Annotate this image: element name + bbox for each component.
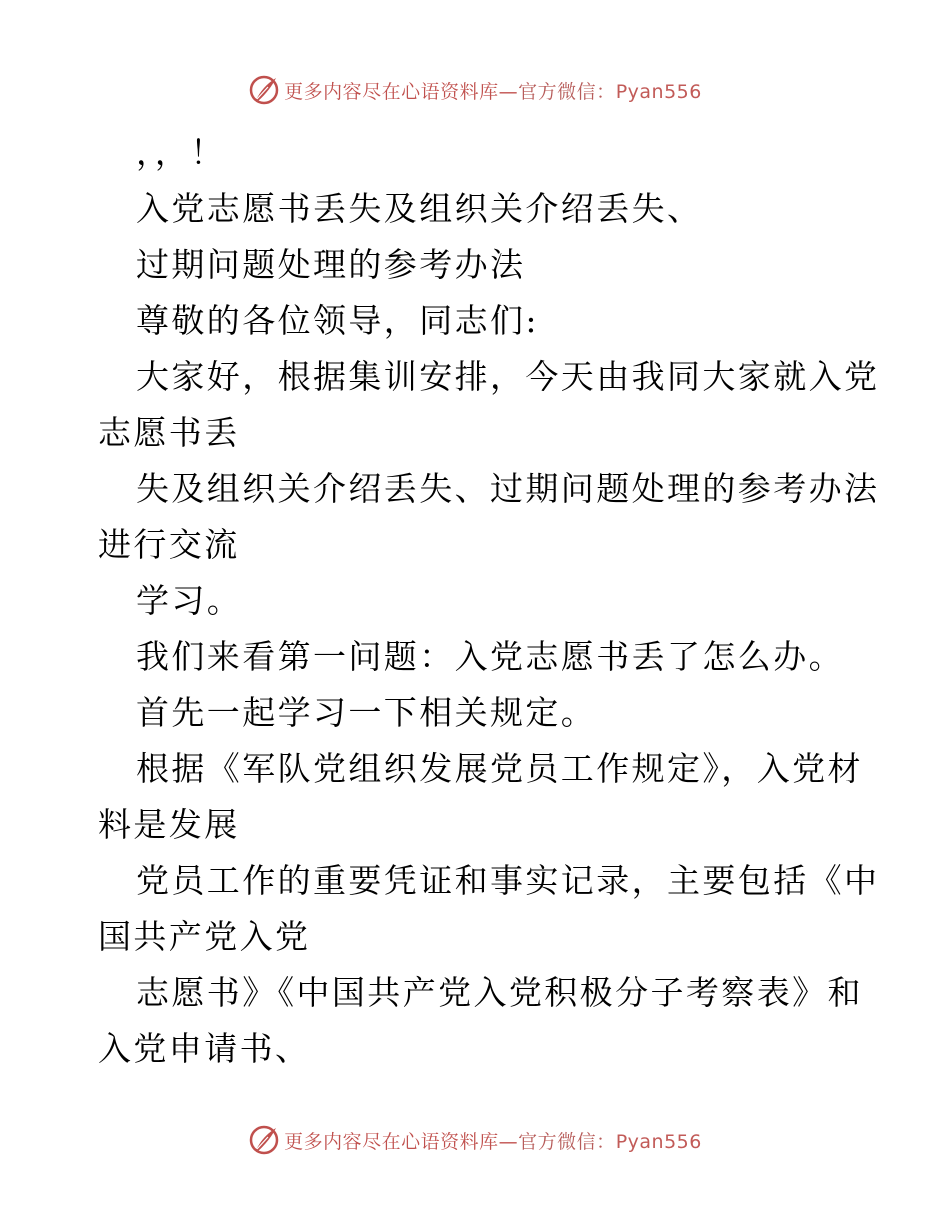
text-line: 根据《军队党组织发展党员工作规定》，入党材 [136, 749, 863, 788]
watermark-wechat-id: Pyan556 [615, 80, 702, 103]
text-line: 进行交流 [98, 525, 240, 564]
text-line: 党员工作的重要凭证和事实记录，主要包括《中 [136, 861, 880, 900]
text-line: 尊敬的各位领导，同志们: [136, 301, 539, 340]
text-line: 大家好，根据集训安排，今天由我同大家就入党 [136, 357, 880, 396]
text-line: 国共产党入党 [98, 917, 311, 956]
document-body [98, 125, 880, 1077]
watermark-wechat-label: 官方微信： [518, 80, 616, 103]
text-line: 入党志愿书丢失及组织关介绍丢失、 [136, 189, 703, 228]
header-watermark [0, 70, 950, 110]
text-line: 入党申请书、 [98, 1029, 311, 1068]
text-line: 志愿书》《中国共产党入党积极分子考察表》和 [136, 973, 863, 1012]
text-line: 失及组织关介绍丢失、过期问题处理的参考办法 [136, 469, 880, 508]
text-line: 学习。 [136, 581, 243, 620]
watermark-wechat-id: Pyan556 [615, 1130, 702, 1153]
watermark-wechat-label: 官方微信： [518, 1130, 616, 1153]
footer-watermark [0, 1120, 950, 1160]
watermark-site-text: 更多内容尽在心语资料库 [284, 80, 499, 103]
text-line: 首先一起学习一下相关规定。 [136, 693, 597, 732]
text-line: 志愿书丢 [98, 413, 240, 452]
watermark-separator: — [498, 1130, 519, 1153]
quill-pen-logo-icon [248, 74, 280, 106]
text-line: 我们来看第一问题：入党志愿书丢了怎么办。 [136, 637, 844, 676]
text-line: ，，！ [136, 133, 226, 172]
quill-pen-logo-icon [248, 1124, 280, 1156]
text-line: 过期问题处理的参考办法 [136, 245, 526, 284]
text-line: 料是发展 [98, 805, 240, 844]
watermark-separator: — [498, 80, 519, 103]
watermark-site-text: 更多内容尽在心语资料库 [284, 1130, 499, 1153]
